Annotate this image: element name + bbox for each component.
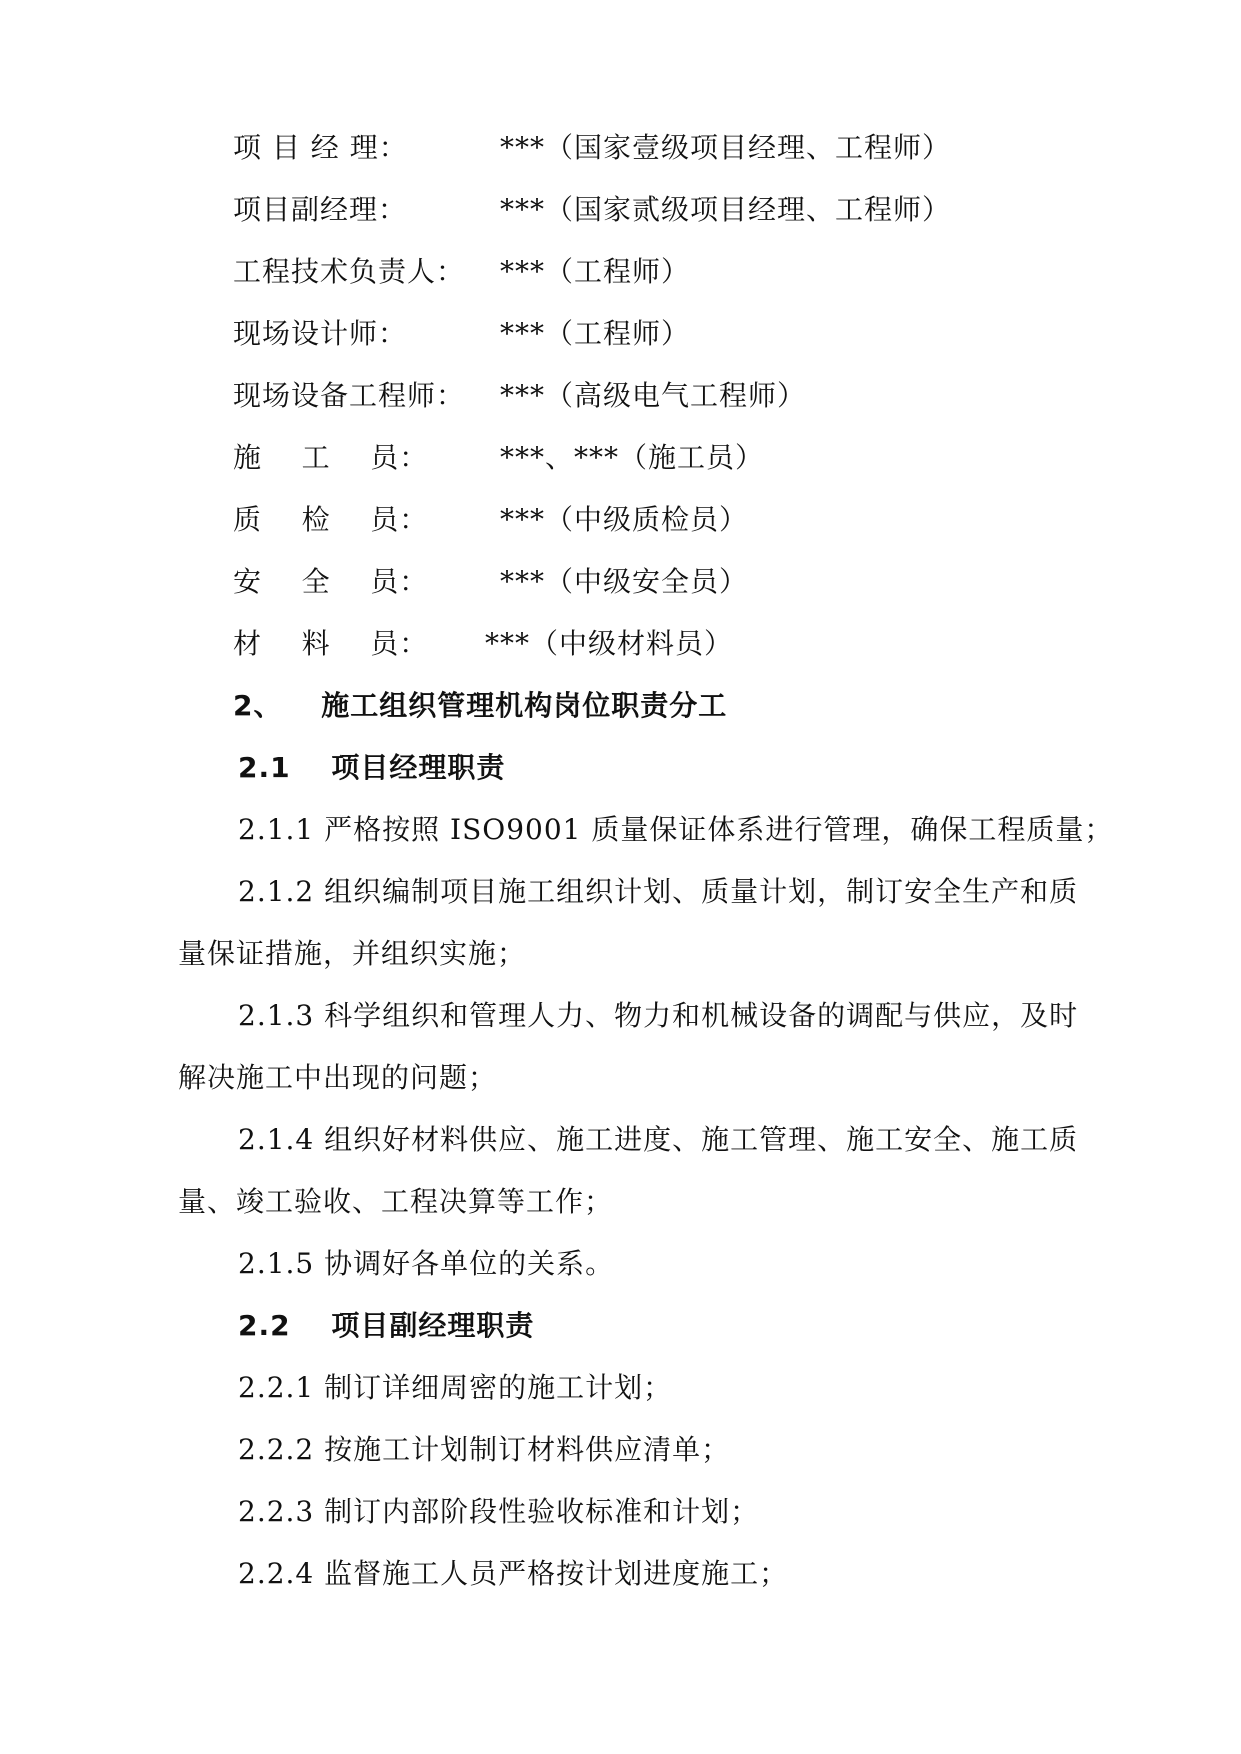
- paragraph-line: 解决施工中出现的问题；: [178, 1061, 498, 1094]
- staff-role: 现场设计师：: [233, 317, 408, 350]
- paragraph-line: 量保证措施，并组织实施；: [178, 937, 527, 970]
- staff-role: 现场设备工程师：: [233, 379, 466, 412]
- paragraph-line: 2.2.4 监督施工人员严格按计划进度施工；: [238, 1557, 789, 1590]
- staff-value: ***（国家贰级项目经理、工程师）: [500, 193, 952, 226]
- subsection-heading: [238, 1308, 534, 1344]
- subsection-number: 2.2: [238, 1309, 291, 1342]
- staff-role: 质 检 员：: [233, 503, 429, 536]
- section-number: 2、: [233, 689, 283, 722]
- paragraph-line: 2.1.4 组织好材料供应、施工进度、施工管理、施工安全、施工质: [238, 1123, 1079, 1156]
- subsection-number: 2.1: [238, 751, 291, 784]
- staff-value: ***、***（施工员）: [500, 441, 765, 474]
- staff-role: 材 料 员：: [233, 627, 429, 660]
- section-title: 施工组织管理机构岗位职责分工: [321, 689, 728, 722]
- staff-value: ***（工程师）: [500, 255, 691, 288]
- staff-role: 施 工 员：: [233, 441, 429, 474]
- staff-value: ***（中级材料员）: [485, 627, 734, 660]
- subsection-title: 项目副经理职责: [331, 1309, 535, 1342]
- staff-role: 工程技术负责人：: [233, 255, 466, 288]
- subsection-title: 项目经理职责: [331, 751, 506, 784]
- staff-role: 安 全 员：: [233, 565, 429, 598]
- staff-role: 项 目 经 理：: [233, 131, 408, 164]
- staff-value: ***（高级电气工程师）: [500, 379, 807, 412]
- paragraph-line: 2.1.5 协调好各单位的关系。: [238, 1247, 615, 1280]
- subsection-heading: [238, 750, 505, 786]
- staff-value: ***（中级质检员）: [500, 503, 749, 536]
- paragraph-line: 2.2.2 按施工计划制订材料供应清单；: [238, 1433, 731, 1466]
- staff-value: ***（中级安全员）: [500, 565, 749, 598]
- staff-value: ***（国家壹级项目经理、工程师）: [500, 131, 952, 164]
- paragraph-line: 量、竣工验收、工程决算等工作；: [178, 1185, 614, 1218]
- section-heading: [233, 688, 727, 724]
- staff-value: ***（工程师）: [500, 317, 691, 350]
- paragraph-line: 2.1.3 科学组织和管理人力、物力和机械设备的调配与供应，及时: [238, 999, 1079, 1032]
- paragraph-line: 2.1.1 严格按照 ISO9001 质量保证体系进行管理，确保工程质量；: [238, 813, 1114, 846]
- paragraph-line: 2.1.2 组织编制项目施工组织计划、质量计划，制订安全生产和质: [238, 875, 1079, 908]
- paragraph-line: 2.2.3 制订内部阶段性验收标准和计划；: [238, 1495, 760, 1528]
- staff-role: 项目副经理：: [233, 193, 408, 226]
- paragraph-line: 2.2.1 制订详细周密的施工计划；: [238, 1371, 673, 1404]
